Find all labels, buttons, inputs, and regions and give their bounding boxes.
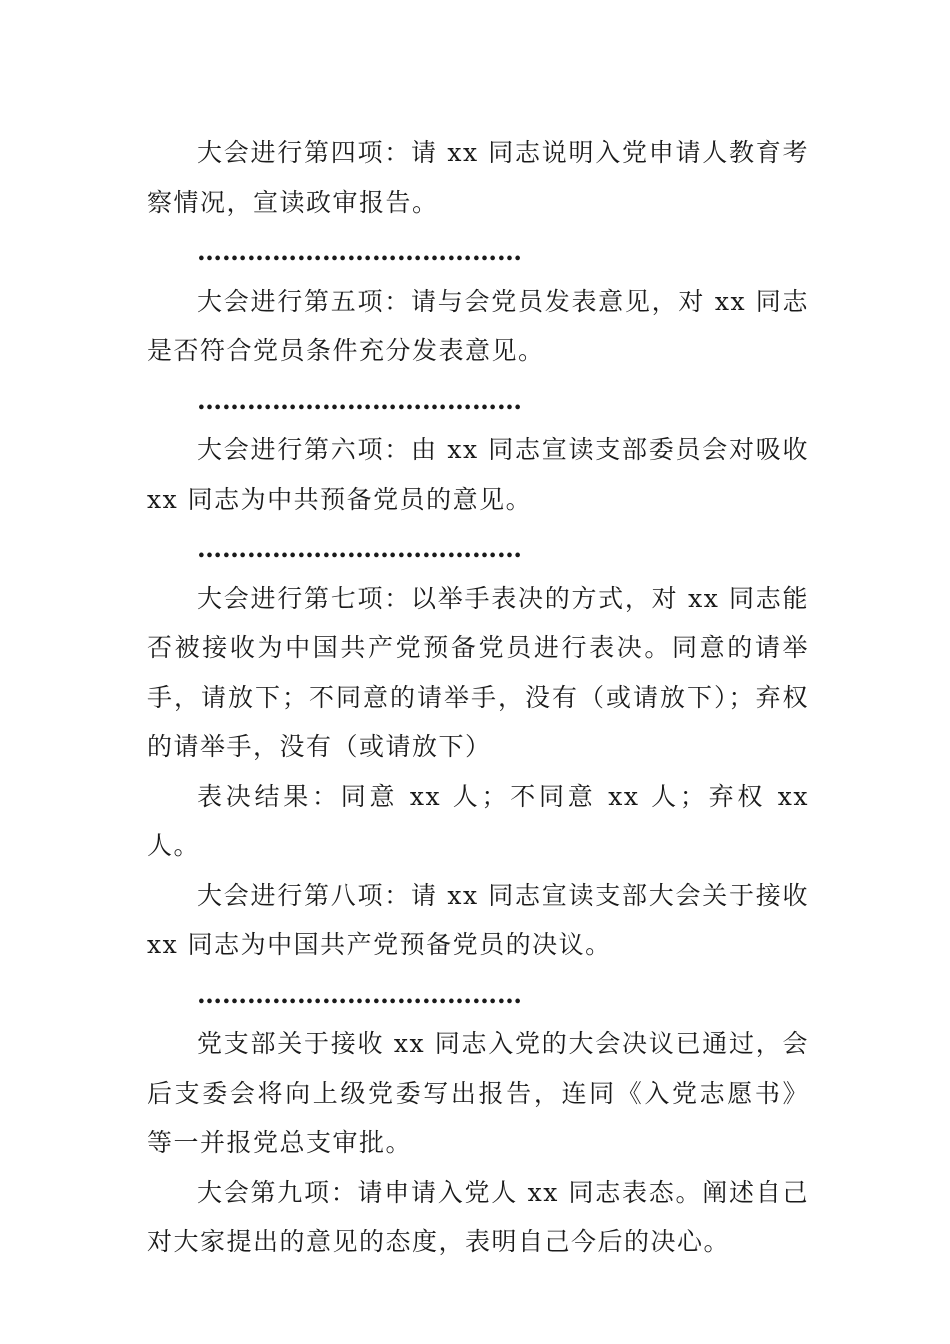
paragraph-item-9: 大会第九项：请申请入党人 xx 同志表态。阐述自己对大家提出的意见的态度，表明自己今后的决心。 <box>147 1177 809 1256</box>
document-body <box>147 128 809 1267</box>
paragraph-item-7: 大会进行第七项：以举手表决的方式，对 xx 同志能否被接收为中国共产党预备党员进行表决。同意的请举手，请放下；不同意的请举手，没有（或请放下）；弃权的请举手，没有（或请放下） <box>147 583 809 761</box>
paragraph-item-6: 大会进行第六项：由 xx 同志宣读支部委员会对吸收 xx 同志为中共预备党员的意见。 <box>147 435 809 514</box>
ellipsis-separator: ………………………………… <box>197 979 522 1009</box>
ellipsis-separator: ………………………………… <box>197 534 522 563</box>
resolution-paragraph: 党支部关于接收 xx 同志入党的大会决议已通过，会后支委会将向上级党委写出报告，连同《入党志愿书》等一并报党总支审批。 <box>147 1029 809 1157</box>
ellipsis-separator: ………………………………… <box>197 237 522 266</box>
paragraph-item-5: 大会进行第五项：请与会党员发表意见，对 xx 同志是否符合党员条件充分发表意见。 <box>147 286 809 365</box>
paragraph-item-8: 大会进行第八项：请 xx 同志宣读支部大会关于接收 xx 同志为中国共产党预备党员的决议。 <box>147 880 809 959</box>
ellipsis-separator: ………………………………… <box>197 385 522 415</box>
paragraph-item-4: 大会进行第四项：请 xx 同志说明入党申请人教育考察情况，宣读政审报告。 <box>147 138 809 217</box>
vote-result-paragraph: 表决结果：同意 xx 人；不同意 xx 人；弃权 xx 人。 <box>147 781 809 860</box>
